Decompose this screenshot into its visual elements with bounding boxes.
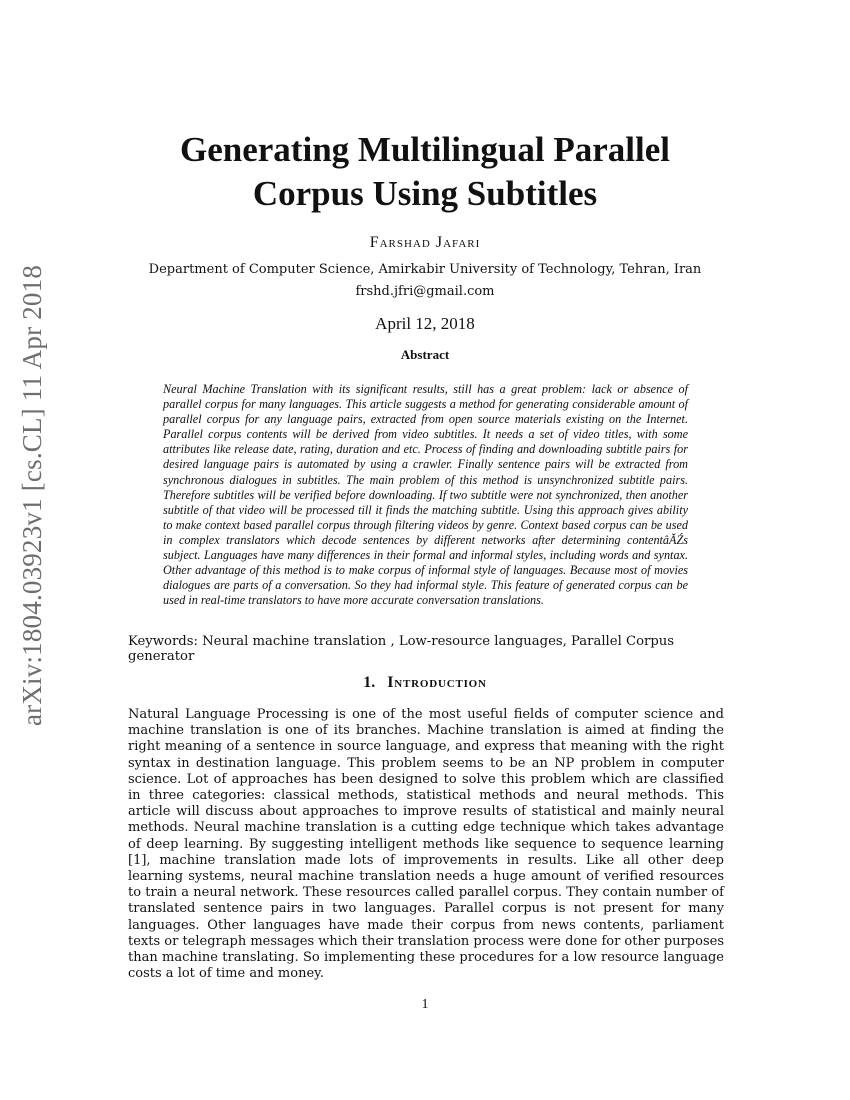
arxiv-identifier-text: arXiv:1804.03923v1 [cs.CL] 11 Apr 2018 (17, 264, 48, 726)
introduction-paragraph: Natural Language Processing is one of the most useful fields of computer science and machine translation is one of its branches. Machine translation is aimed at finding the right meaning of a sentence in source language, and express that meaning with the right syntax in destination language. This problem seems to be an NP problem in computer science. Lot of approaches has been designed to solve this problem which are classified in three categories: classical methods, statistical methods and neural methods. This article will discuss about approaches to improve results of statistical and mainly neural methods. Neural machine translation is a cutting edge technique which takes advantage of deep learning. By suggesting intelligent methods like sequence to sequence learning [1], machine translation made lots of improvements in results. Like all other deep learning systems, neural machine translation needs a huge amount of verified resources to train a neural network. These resources called parallel corpus. They contain number of translated sentence pairs in two languages. Parallel corpus is not present for many languages. Other languages have made their corpus from news contents, parliament texts or telegraph messages which their translation process were done for other purposes than machine translating. So implementing these procedures for a low resource language costs a lot of time and money. (128, 707, 724, 982)
paper-title (125, 128, 725, 216)
abstract-heading: Abstract (400, 347, 450, 362)
section-number: 1. (363, 674, 376, 691)
arxiv-identifier-stamp (8, 264, 58, 726)
page-number: 1 (421, 997, 429, 1012)
abstract-text: Neural Machine Translation with its significant results, still has a great problem: lack or absence of parallel corpus for many languages. This article suggests a method for generating considerable amount of parallel corpus for any language pairs, extracted from open source materials existing on the Internet. Parallel corpus contents will be derived from video subtitles. It needs a set of video titles, with some attributes like release date, rating, duration and etc. Process of finding and downloading subtitle pairs for desired language pairs is automated by using a crawler. Finally sentence pairs will be extracted from synchronous dialogues in subtitles. The main problem of this method is unsynchronized subtitle pairs. Therefore subtitles will be verified before downloading. If two subtitle were not synchronized, then another subtitle of that video will be processed till it finds the matching subtitle. Using this approach gives ability to make context based parallel corpus through filtering videos by genre. Context based corpus can be used in complex translators which decode sentences by different networks after determining contentâĂŹs subject. Languages have many differences in their formal and informal styles, including words and syntax. Other advantage of this method is to make corpus of informal style of languages. Because most of movies dialogues are parts of a conversation. So they had informal style. This feature of generated corpus can be used in real-time translators to have more accurate conversation translations. (163, 382, 688, 608)
author-name: Farshad Jafari (369, 234, 481, 251)
author-affiliation: Department of Computer Science, Amirkabir University of Technology, Tehran, Iran (148, 262, 702, 277)
paper-date: April 12, 2018 (375, 314, 475, 333)
section-heading-introduction (125, 674, 725, 692)
paper-title-line-2: Corpus Using Subtitles (252, 174, 598, 213)
author-email: frshd.jfri@gmail.com (355, 284, 495, 299)
keywords-line: Keywords: Neural machine translation , Low-resource languages, Parallel Corpus generator (128, 634, 675, 664)
section-title: Introduction (387, 674, 487, 691)
paper-title-line-1: Generating Multilingual Parallel (180, 130, 670, 169)
